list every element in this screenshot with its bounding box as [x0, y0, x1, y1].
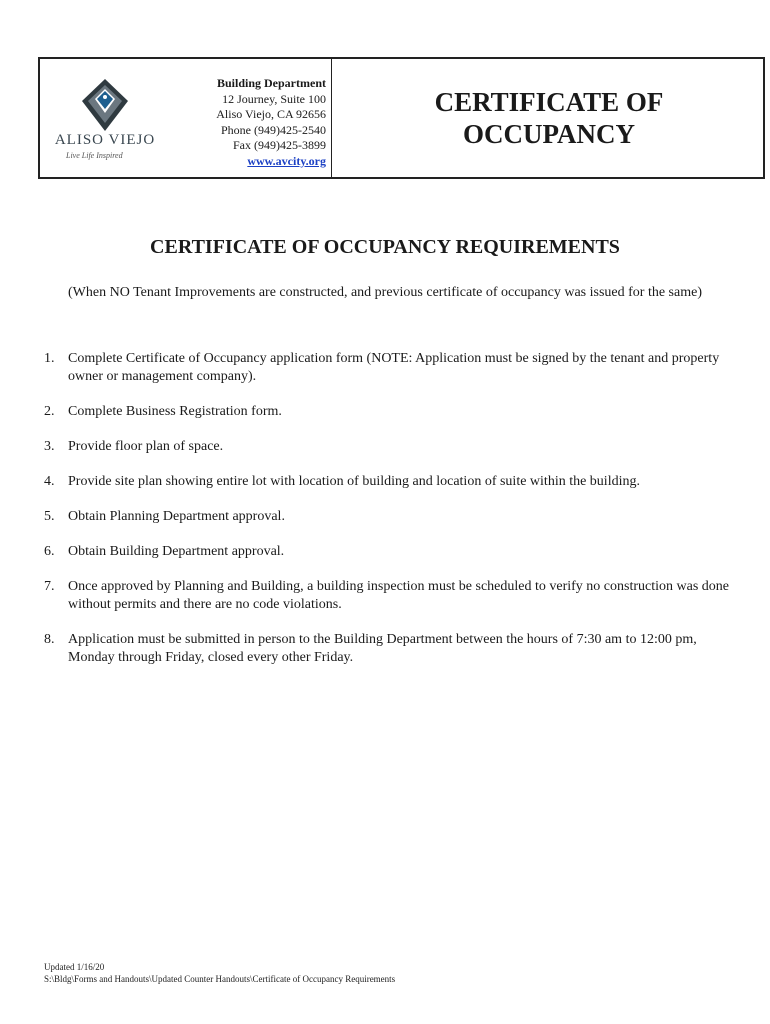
certificate-title-line1: CERTIFICATE OF	[434, 87, 664, 117]
header-divider	[331, 59, 332, 177]
diamond-logo-icon	[82, 79, 128, 131]
item-text: Once approved by Planning and Building, a building inspection must be scheduled to verify no construction was done without permits and there are no code violations.	[68, 579, 729, 612]
aliso-viejo-logo	[50, 79, 160, 169]
item-number: 5.	[44, 509, 55, 524]
header-box	[38, 57, 765, 179]
item-number: 7.	[44, 579, 55, 594]
item-text: Provide floor plan of space.	[68, 439, 224, 454]
list-item	[44, 438, 734, 456]
fax-number: Fax (949)425-3899	[233, 138, 326, 153]
certificate-title	[333, 86, 765, 150]
phone-number: Phone (949)425-2540	[221, 122, 326, 137]
item-text: Obtain Building Department approval.	[68, 544, 285, 559]
page-title: CERTIFICATE OF OCCUPANCY REQUIREMENTS	[150, 236, 620, 258]
address-block	[160, 76, 326, 170]
list-item	[44, 508, 734, 526]
item-number: 2.	[44, 404, 55, 419]
item-text: Complete Certificate of Occupancy application form (NOTE: Application must be signed by the tenant and property owner or management company).	[68, 351, 720, 384]
city-state-zip: Aliso Viejo, CA 92656	[216, 107, 326, 122]
logo-name: ALISO VIEJO	[54, 132, 156, 148]
list-item	[44, 403, 734, 421]
list-item	[44, 578, 734, 614]
item-text: Application must be submitted in person to the Building Department between the hours of 7:30 am to 12:00 pm, Monday through Friday, closed every other Friday.	[68, 632, 697, 665]
item-number: 8.	[44, 632, 55, 647]
item-text: Complete Business Registration form.	[68, 404, 282, 419]
item-number: 3.	[44, 439, 55, 454]
item-text: Provide site plan showing entire lot with location of building and location of suite within the building.	[68, 474, 640, 489]
list-item	[44, 543, 734, 561]
logo-tagline: Live Life Inspired	[66, 151, 123, 160]
file-path: S:\Bldg\Forms and Handouts\Updated Counter Handouts\Certificate of Occupancy Requirements	[44, 974, 396, 984]
certificate-title-line2: OCCUPANCY	[463, 119, 635, 149]
updated-date: Updated 1/16/20	[44, 962, 105, 972]
department-name: Building Department	[216, 76, 326, 90]
item-number: 4.	[44, 474, 55, 489]
website-link[interactable]: www.avcity.org	[247, 153, 326, 168]
list-item	[44, 631, 734, 667]
street-address: 12 Journey, Suite 100	[222, 91, 326, 106]
item-number: 1.	[44, 351, 55, 366]
footer	[44, 961, 395, 985]
subtitle: (When NO Tenant Improvements are constructed, and previous certificate of occupancy was issued for the same)	[68, 285, 702, 300]
item-text: Obtain Planning Department approval.	[68, 509, 285, 524]
list-item	[44, 473, 734, 491]
list-item	[44, 350, 734, 386]
requirements-list	[44, 350, 734, 684]
item-number: 6.	[44, 544, 55, 559]
